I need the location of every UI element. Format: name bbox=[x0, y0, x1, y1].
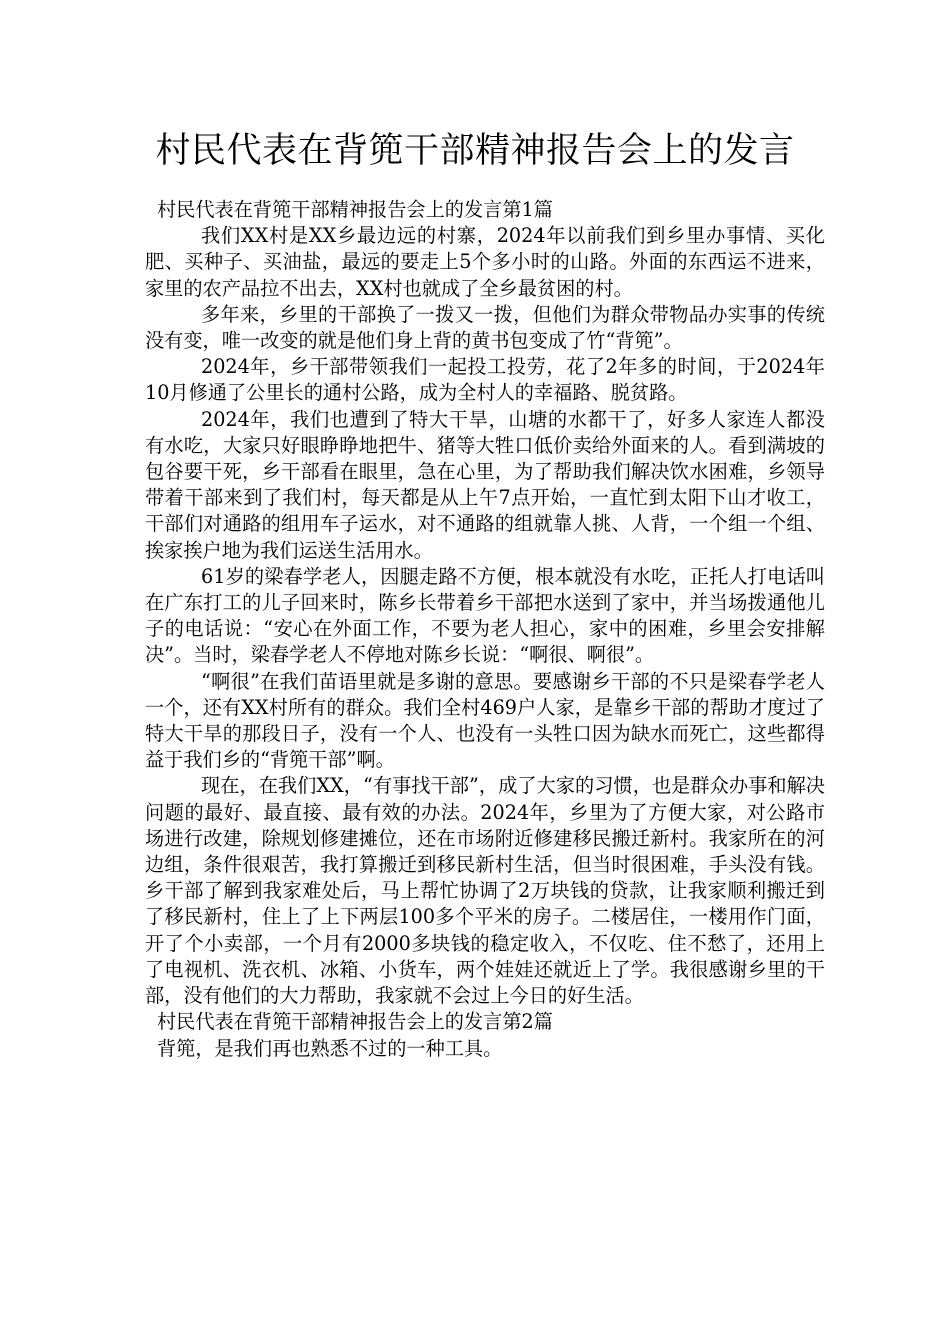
section-heading-1: 村民代表在背篼干部精神报告会上的发言第1篇 bbox=[157, 198, 553, 221]
paragraph-3: 2024年，乡干部带领我们一起投工投劳，花了2年多的时间，于2024年10月修通了公里长的通村公路，成为全村人的幸福路、脱贫路。 bbox=[145, 355, 825, 405]
paragraph-5: 61岁的梁春学老人，因腿走路不方便，根本就没有水吃，正托人打电话叫在广东打工的儿子回来时，陈乡长带着乡干部把水送到了家中，并当场拨通他儿子的电话说：“安心在外面工作，不要为老人担心，家中的困难，乡里会安排解决”。当时，梁春学老人不停地对陈乡长说：“啊很、啊很”。 bbox=[145, 564, 825, 667]
document-body bbox=[145, 197, 825, 1062]
paragraph-8: 背篼，是我们再也熟悉不过的一种工具。 bbox=[157, 1036, 503, 1060]
paragraph-7: 现在，在我们XX，“有事找干部”，成了大家的习惯，也是群众办事和解决问题的最好、最直接、最有效的办法。2024年，乡里为了方便大家，对公路市场进行改建，除规划修建摊位，还在市场附近修建移民搬迁新村。我家所在的河边组，条件很艰苦，我打算搬迁到移民新村生活，但当时很困难，手头没有钱。乡干部了解到我家难处后，马上帮忙协调了2万块钱的贷款，让我家顺利搬迁到了移民新村，住上了上下两层100多个平米的房子。二楼居住，一楼用作门面，开了个小卖部，一个月有2000多块钱的稳定收入，不仅吃、住不愁了，还用上了电视机、洗衣机、冰箱、小货车，两个娃娃还就近上了学。我很感谢乡里的干部，没有他们的大力帮助，我家就不会过上今日的好生活。 bbox=[145, 774, 825, 1008]
paragraph-4: 2024年，我们也遭到了特大干旱，山塘的水都干了，好多人家连人都没有水吃，大家只好眼睁睁地把牛、猪等大牲口低价卖给外面来的人。看到满坡的包谷要干死，乡干部看在眼里，急在心里，为了帮助我们解决饮水困难，乡领导带着干部来到了我们村，每天都是从上午7点开始，一直忙到太阳下山才收工，干部们对通路的组用车子运水，对不通路的组就靠人挑、人背，一个组一个组、挨家挨户地为我们运送生活用水。 bbox=[145, 407, 825, 562]
section-heading-2: 村民代表在背篼干部精神报告会上的发言第2篇 bbox=[157, 1010, 553, 1034]
paragraph-6: “啊很”在我们苗语里就是多谢的意思。要感谢乡干部的不只是梁春学老人一个，还有XX村所有的群众。我们全村469户人家，是靠乡干部的帮助才度过了特大干旱的那段日子，没有一个人、也没有一头牲口因为缺水而死亡，这些都得益于我们乡的“背篼干部”啊。 bbox=[145, 669, 825, 772]
document-title: 村民代表在背篼干部精神报告会上的发言 bbox=[155, 131, 795, 171]
paragraph-1: 我们XX村是XX乡最边远的村寨，2024年以前我们到乡里办事情、买化肥、买种子、买油盐，最远的要走上5个多小时的山路。外面的东西运不进来，家里的农产品拉不出去，XX村也就成了全乡最贫困的村。 bbox=[145, 224, 825, 300]
paragraph-2: 多年来，乡里的干部换了一拨又一拨，但他们为群众带物品办实事的传统没有变，唯一改变的就是他们身上背的黄书包变成了竹“背篼”。 bbox=[145, 302, 825, 353]
